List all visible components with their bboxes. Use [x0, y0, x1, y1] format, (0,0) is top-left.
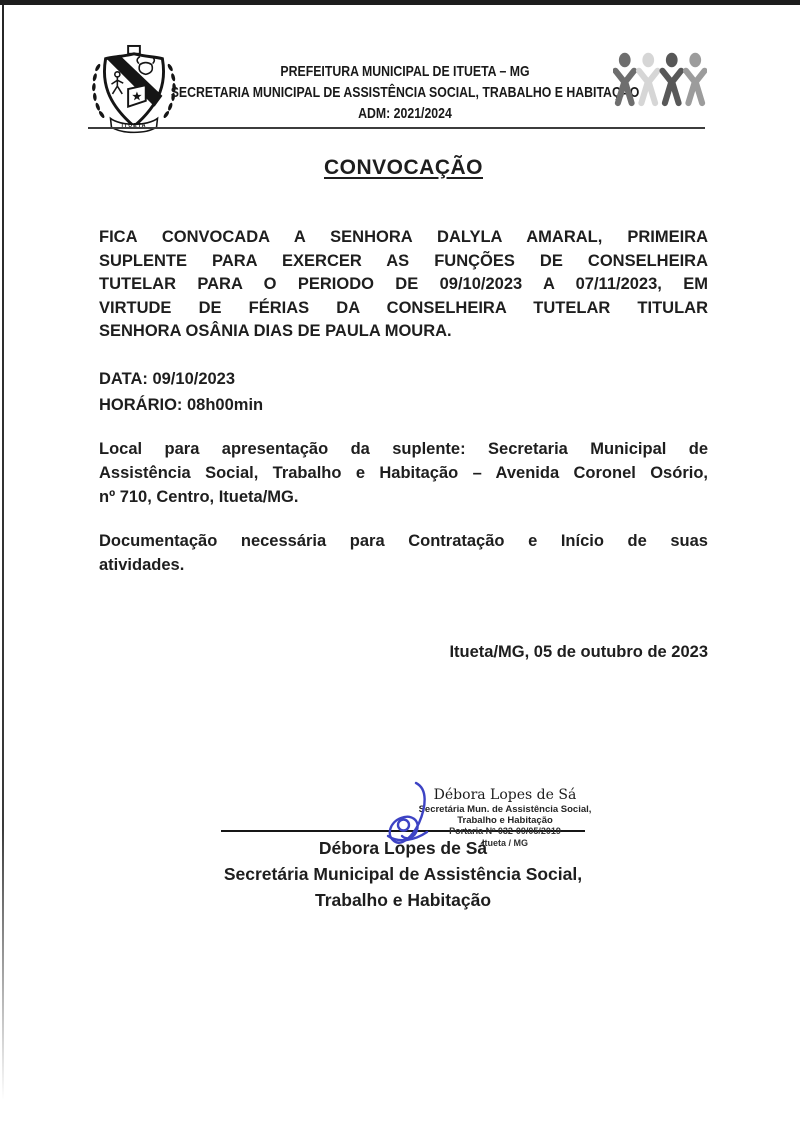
people-family-icon [613, 52, 707, 111]
stamp-city: Itueta / MG [481, 837, 528, 848]
paragraph-line: nº 710, Centro, Itueta/MG. [99, 488, 299, 506]
paragraph-line: SENHORA OSÂNIA DIAS DE PAULA MOURA. [99, 322, 452, 340]
scan-edge-left [2, 5, 4, 1100]
handwritten-signature [374, 779, 460, 867]
paragraph-line: VIRTUDE DE FÉRIAS DA CONSELHEIRA TUTELAR TITULAR [99, 298, 708, 317]
paragraph-line: atividades. [99, 556, 185, 574]
main-paragraph [99, 226, 708, 344]
header-text [170, 61, 641, 124]
stamp-name: Débora Lopes de Sá [433, 787, 577, 803]
date-time-block [99, 367, 708, 418]
header-line-adm: ADM: 2021/2024 [358, 105, 452, 122]
header-line-prefeitura: PREFEITURA MUNICIPAL DE ITUETA – MG [280, 63, 530, 80]
header-line-secretaria: SECRETARIA MUNICIPAL DE ASSISTÊNCIA SOCIAL, TRABALHO E HABITAÇÃO [170, 84, 640, 101]
document-title-wrap [99, 156, 708, 180]
horario-line: HORÁRIO: 08h00min [99, 395, 264, 414]
documentation-paragraph [99, 529, 708, 577]
paragraph-line: Documentação necessária para Contratação e Início de suas [99, 532, 708, 550]
stamp-role-line: Trabalho e Habitação [457, 815, 553, 826]
paragraph-line: TUTELAR PARA O PERIODO DE 09/10/2023 A 07/11/2023, EM [99, 275, 708, 293]
city-date-line: Itueta/MG, 05 de outubro de 2023 [449, 643, 708, 661]
data-line: DATA: 09/10/2023 [99, 370, 236, 388]
signatory-role-line: Secretária Municipal de Assistência Social, [223, 864, 583, 884]
header-divider [88, 127, 705, 129]
paragraph-line: SUPLENTE PARA EXERCER AS FUNÇÕES DE CONSELHEIRA [99, 251, 708, 270]
stamp-portaria: Portaria Nº 032-09/05/2019 [449, 826, 561, 836]
paragraph-line: Assistência Social, Trabalho e Habitação – Avenida Coronel Osório, [99, 464, 708, 482]
scan-edge-top [0, 0, 800, 5]
signatory-name: Débora Lopes de Sá [318, 838, 488, 858]
document-title: CONVOCAÇÃO [323, 156, 483, 179]
paragraph-line: Local para apresentação da suplente: Secretaria Municipal de [99, 440, 708, 458]
location-paragraph [99, 437, 708, 509]
signatory-role-line: Trabalho e Habitação [314, 890, 492, 910]
paragraph-line: FICA CONVOCADA A SENHORA DALYLA AMARAL, PRIMEIRA [99, 228, 708, 246]
stamp-role-line: Secretária Mun. de Assistência Social, [418, 804, 592, 815]
